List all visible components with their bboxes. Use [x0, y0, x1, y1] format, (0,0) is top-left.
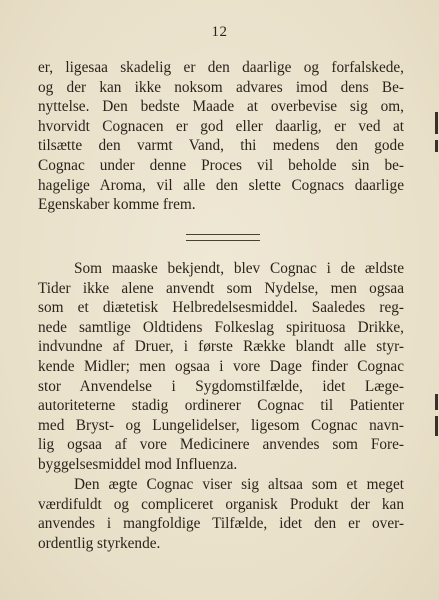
text-line: som et diætetisk Helbredelsesmiddel. Saaledes reg-	[38, 299, 404, 317]
text-line: Egenskaber komme frem.	[38, 196, 196, 214]
paragraph-3	[38, 475, 404, 553]
binding-mark	[435, 394, 438, 410]
text-line: Cognac under denne Proces vil beholde sin be-	[38, 156, 404, 174]
binding-mark	[435, 140, 438, 152]
text-line: værdifuldt og compliceret organisk Produkt der kan	[38, 495, 404, 513]
text-line: Som maaske bekjendt, blev Cognac i de ældste	[74, 260, 404, 277]
text-line: nede samtlige Oldtidens Folkeslag spirituosa Drikke,	[38, 318, 404, 336]
paragraph-1	[38, 58, 404, 215]
section-divider	[186, 234, 260, 241]
text-line: hvorvidt Cognacen er god eller daarlig, er ved at	[38, 117, 404, 135]
text-line: er, ligesaa skadelig er den daarlige og forfalskede,	[38, 59, 404, 76]
text-line: indvundne af Druer, i første Række blandt alle styr-	[38, 338, 404, 356]
text-line: autoriteterne stadig ordinerer Cognac til Patienter	[38, 397, 404, 415]
text-line: anvendes i mangfoldige Tilfælde, idet den er over-	[38, 515, 404, 533]
text-line: med Bryst- og Lungelidelser, ligesom Cognac navn-	[38, 416, 404, 434]
text-line: stor Anvendelse i Sygdomstilfælde, idet Læge-	[38, 377, 404, 395]
text-line: nyttelse. Den bedste Maade at overbevise sig om,	[38, 98, 404, 116]
text-line: byggelsesmiddel mod Influenza.	[38, 455, 238, 473]
binding-mark	[435, 416, 438, 436]
binding-mark	[435, 112, 438, 134]
paragraph-2	[38, 259, 404, 475]
text-line: lig ogsaa af vore Medicinere anvendes som Fore-	[38, 436, 404, 454]
text-line: hagelige Aroma, vil alle den slette Cognacs daarlige	[38, 176, 404, 194]
text-line: Tider ikke alene anvendt som Nydelse, men ogsaa	[38, 279, 404, 297]
text-line: Den ægte Cognac viser sig altsaa som et meget	[74, 476, 404, 493]
text-line: tilsætte den varmt Vand, thi medens den gode	[38, 137, 404, 155]
text-line: kende Midler; men ogsaa i vore Dage finder Cognac	[38, 357, 404, 375]
text-line: og der kan ikke noksom advares imod dens Be-	[38, 78, 404, 96]
text-line: ordentlig styrkende.	[38, 534, 161, 552]
page-number: 12	[211, 24, 228, 40]
